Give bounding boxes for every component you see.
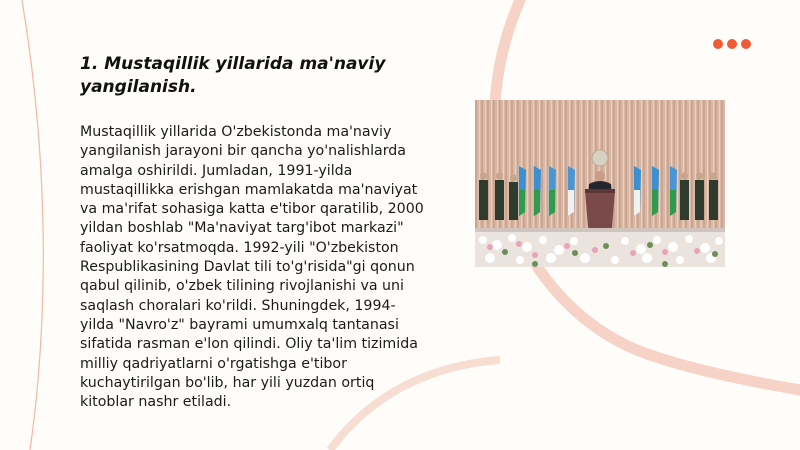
more-dots-icon: [713, 39, 751, 49]
dot: [727, 39, 737, 49]
dot: [713, 39, 723, 49]
ceremony-photo-illustration: [475, 100, 725, 267]
dot: [741, 39, 751, 49]
left-thin-arc: [22, 0, 43, 450]
slide-body-text: Mustaqillik yillarida O'zbekistonda ma'naviy yangilanish jarayoni bir qancha yo'nalishlarda amalga oshirildi. Jumladan, 1991-yilda mustaqillikka erishgan mamlakatda ma'naviyat va ma'rifat sohasiga katta e'tibor qaratilib, 2000 yildan boshlab "Ma'naviyat targ'ibot markazi" faoliyat ko'rsatmoqda. 1992-yili "O'zbekiston Respublikasining Davlat tili to'g'risida"gi qonun qabul qilinib, o'zbek tilining rivojlanishi va uni saqlash choralari ko'rildi. Shuningdek, 1994-yilda "Navro'z" bayrami umumxalq tantanasi sifatida rasman e'lon qilindi. Oliy ta'lim tizimida milliy qadriyatlarni o'rgatishga e'tibor kuchaytirilgan bo'lib, har yili yuzdan ortiq kitoblar nashr etiladi.: [80, 124, 424, 411]
ceremony-photo: [475, 100, 725, 267]
slide-title: 1. Mustaqillik yillarida ma'naviy yangilanish.: [80, 54, 386, 97]
